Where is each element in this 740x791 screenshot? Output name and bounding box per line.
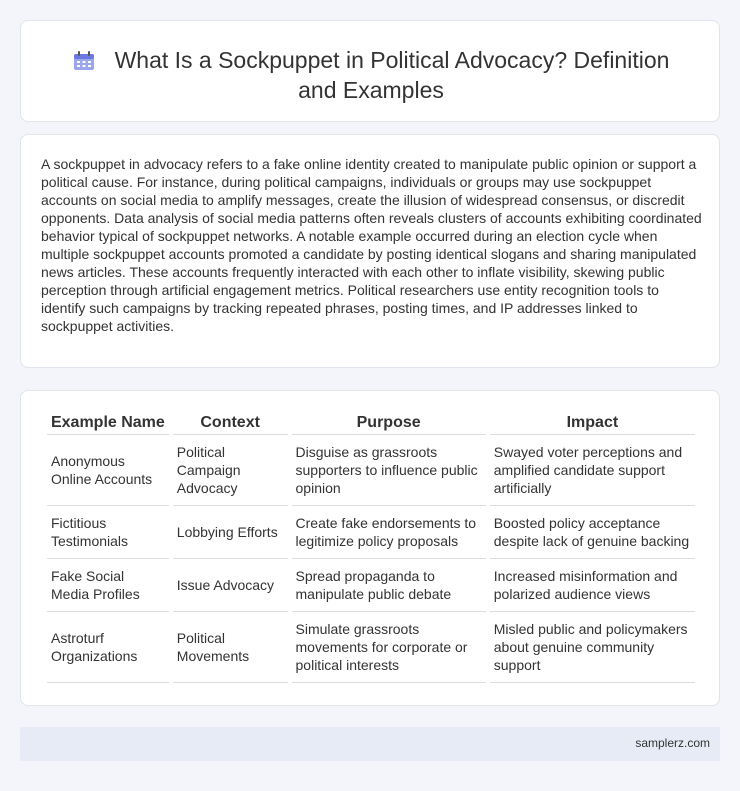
cell-example-name: Fake Social Media Profiles xyxy=(47,559,169,612)
footer-bar xyxy=(20,727,720,761)
intro-card xyxy=(20,134,720,368)
cell-context: Political Campaign Advocacy xyxy=(173,435,288,506)
cell-impact: Boosted policy acceptance despite lack of genuine backing xyxy=(490,506,695,559)
table-row xyxy=(47,506,695,559)
cell-impact: Misled public and policymakers about genuine community support xyxy=(490,612,695,683)
cell-example-name: Anonymous Online Accounts xyxy=(47,435,169,506)
cell-context: Political Movements xyxy=(173,612,288,683)
cell-example-name: Astroturf Organizations xyxy=(47,612,169,683)
table-row xyxy=(47,559,695,612)
calendar-icon xyxy=(73,51,95,71)
cell-example-name: Fictitious Testimonials xyxy=(47,506,169,559)
table-header-row xyxy=(47,411,695,435)
header-purpose: Purpose xyxy=(292,411,486,435)
cell-context: Lobbying Efforts xyxy=(173,506,288,559)
examples-table-card xyxy=(20,390,720,706)
cell-purpose: Spread propaganda to manipulate public debate xyxy=(292,559,486,612)
title-card xyxy=(20,20,720,122)
header-example-name: Example Name xyxy=(47,411,169,435)
header-context: Context xyxy=(173,411,288,435)
cell-impact: Swayed voter perceptions and amplified candidate support artificially xyxy=(490,435,695,506)
cell-purpose: Disguise as grassroots supporters to influence public opinion xyxy=(292,435,486,506)
table-row xyxy=(47,435,695,506)
table-row xyxy=(47,612,695,683)
cell-purpose: Create fake endorsements to legitimize policy proposals xyxy=(292,506,486,559)
cell-context: Issue Advocacy xyxy=(173,559,288,612)
intro-paragraph: A sockpuppet in advocacy refers to a fake online identity created to manipulate public opinion or support a political cause. For instance, during political campaigns, individuals or groups may use sockpuppet accounts on social media to amplify messages, create the illusion of widespread consensus, or discredit opponents. Data analysis of social media patterns often reveals clusters of accounts exhibiting coordinated behavior typical of sockpuppet networks. A notable example occurred during an election cycle when multiple sockpuppet accounts promoted a candidate by posting identical slogans and sharing manipulated news articles. These accounts frequently interacted with each other to inflate visibility, skewing public perception through artificial engagement metrics. Political researchers use entity recognition tools to identify such campaigns by tracking repeated phrases, posting times, and IP addresses linked to sockpuppet activities. xyxy=(41,156,702,334)
examples-table xyxy=(43,411,699,683)
cell-purpose: Simulate grassroots movements for corporate or political interests xyxy=(292,612,486,683)
page-title xyxy=(61,45,681,105)
cell-impact: Increased misinformation and polarized audience views xyxy=(490,559,695,612)
page-title-text: What Is a Sockpuppet in Political Advocacy? Definition and Examples xyxy=(114,47,670,103)
header-impact: Impact xyxy=(490,411,695,435)
footer-site-link[interactable]: samplerz.com xyxy=(635,736,710,750)
